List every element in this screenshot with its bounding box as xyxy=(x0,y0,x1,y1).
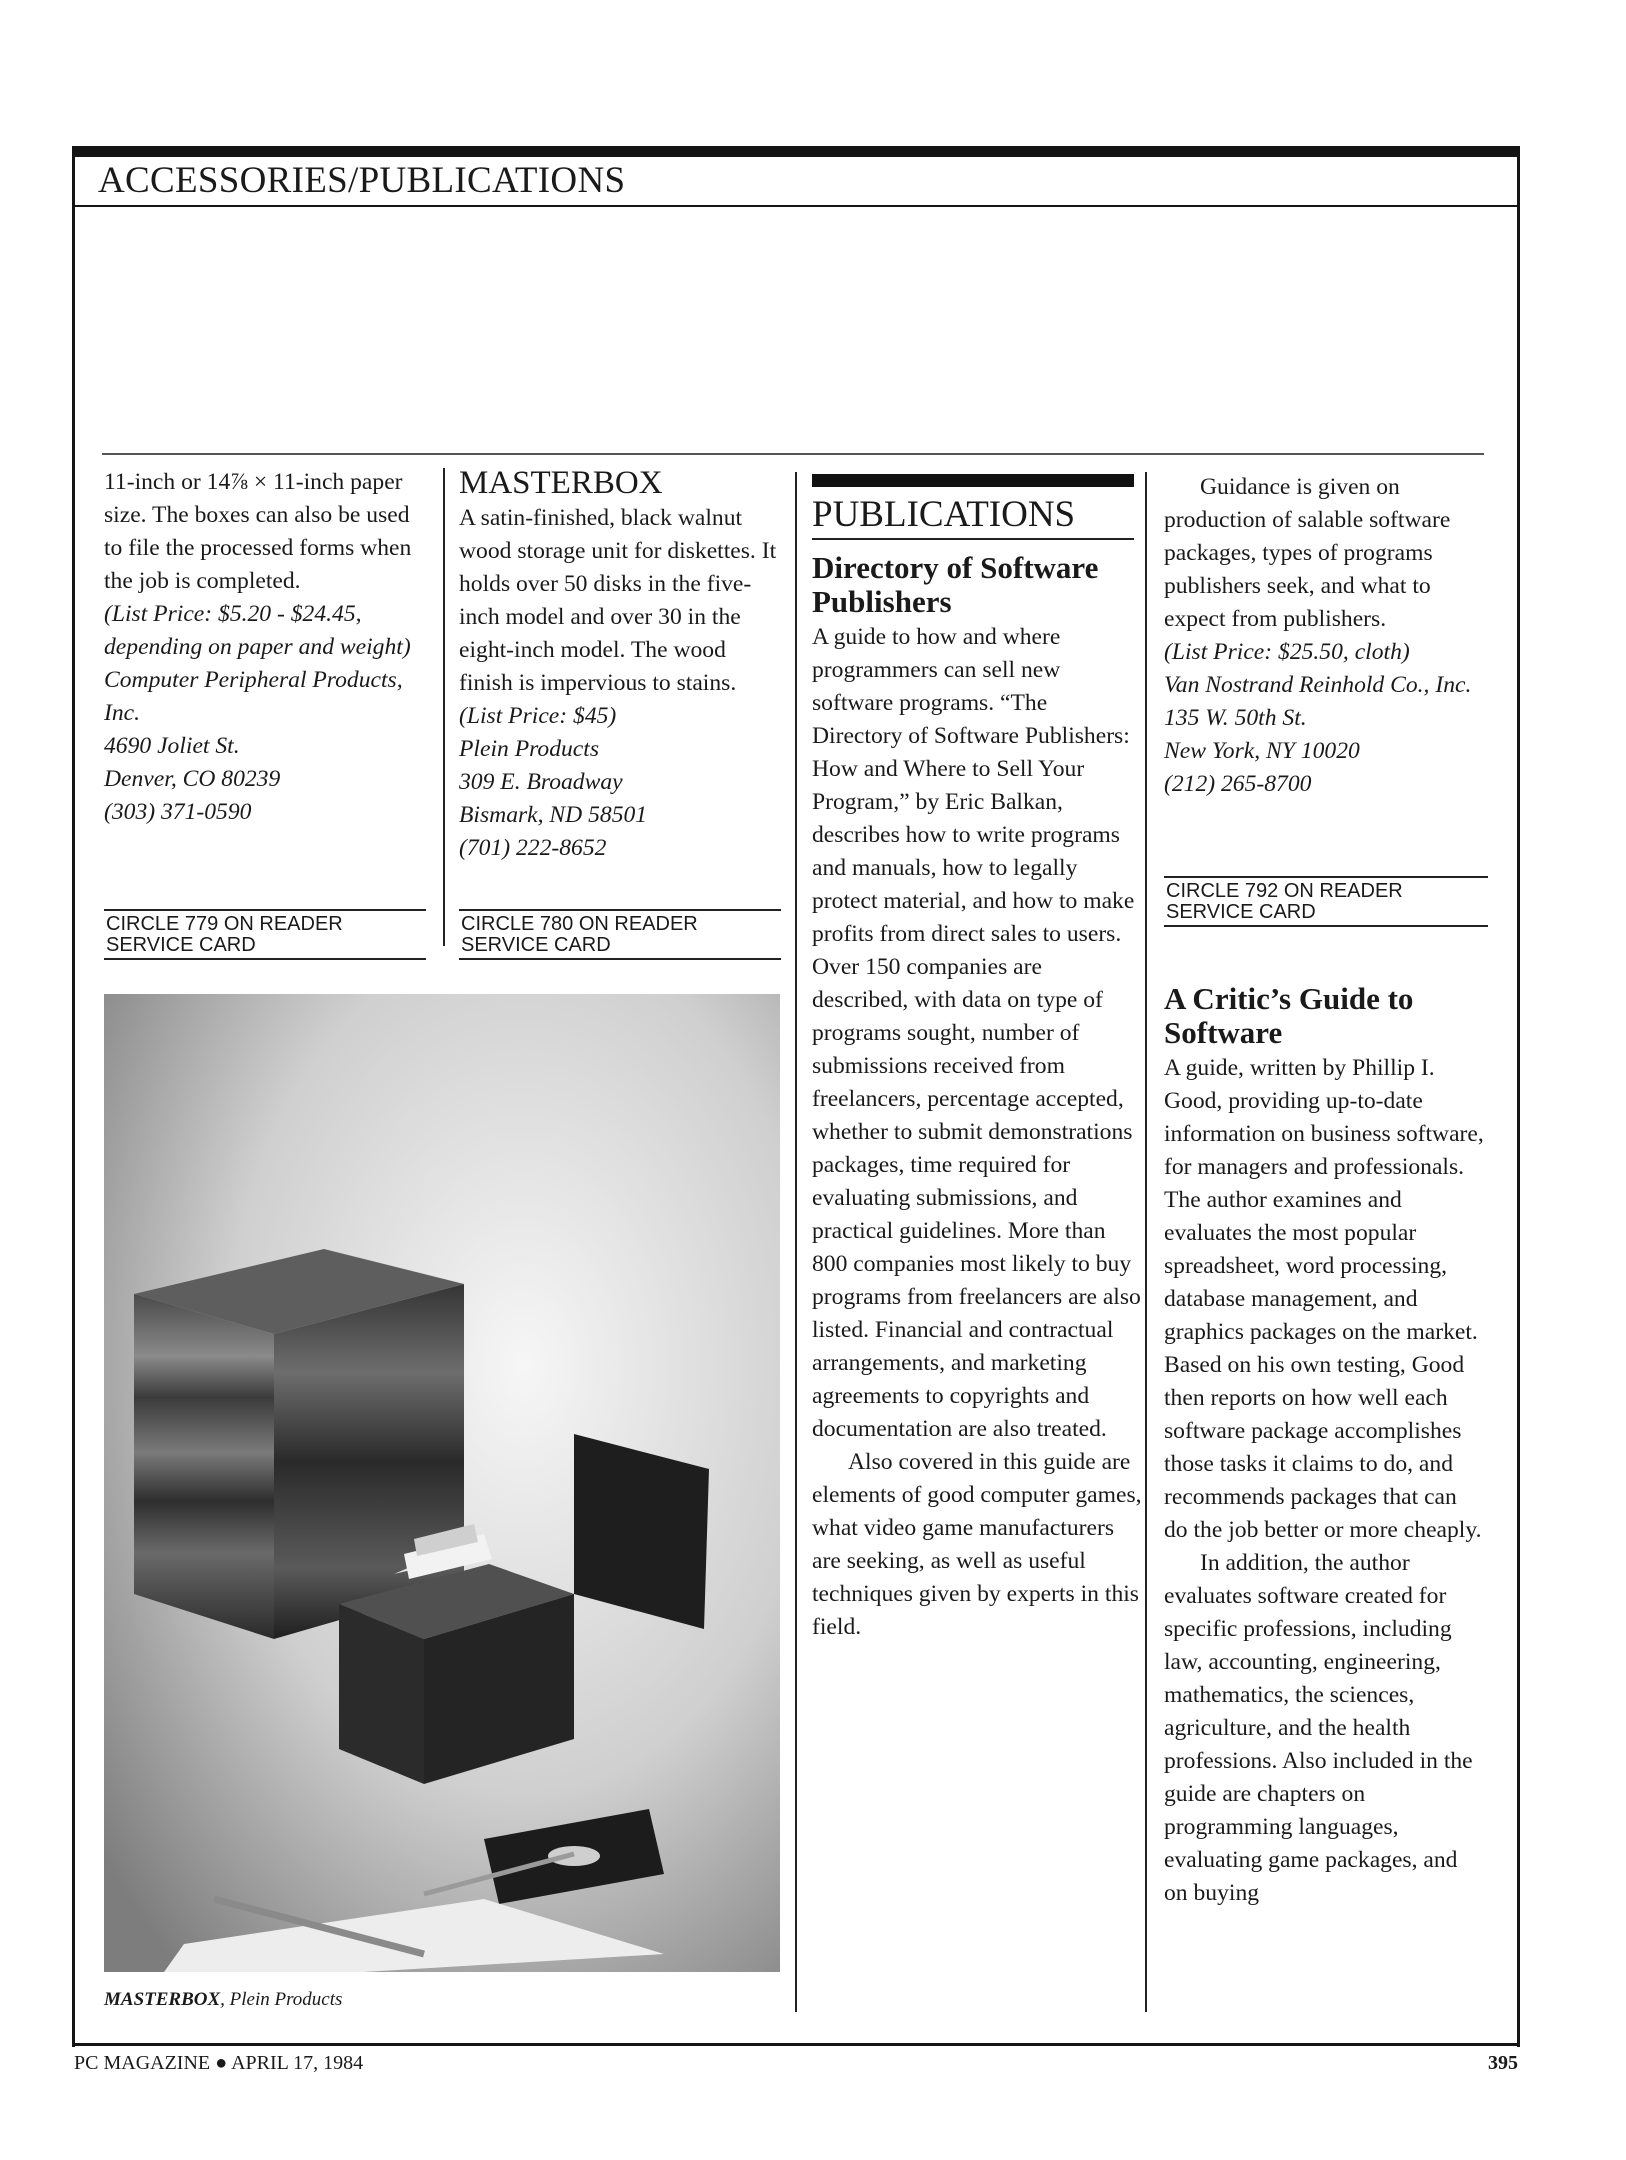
col2-street: 309 E. Broadway xyxy=(459,769,623,795)
circle-line-2: SERVICE CARD xyxy=(106,934,256,956)
column-1 xyxy=(104,466,424,829)
publications-bar xyxy=(812,474,1134,487)
col1-price: (List Price: $5.20 - $24.45, depending on paper and weight) xyxy=(104,601,411,660)
column-divider xyxy=(443,468,445,946)
col2-price: (List Price: $45) xyxy=(459,703,617,729)
col3-paragraph-2: Also covered in this guide are elements of good computer games, what video game manufacturers are seeking, as well as useful techniques given by experts in this field. xyxy=(812,1449,1142,1640)
masterbox-photo-illustration xyxy=(104,994,780,1972)
caption-product: MASTERBOX xyxy=(104,1989,221,2010)
col2-city: Bismark, ND 58501 xyxy=(459,802,648,828)
col1-street: 4690 Joliet St. xyxy=(104,733,240,759)
col1-phone: (303) 371-0590 xyxy=(104,799,252,825)
col2-body: A satin-finished, black walnut wood storage unit for diskettes. It holds over 50 disks in the five-inch model and over 30 in the eight-inch model. The wood finish is impervious to stains. xyxy=(459,505,777,696)
col4-paragraph-1: Guidance is given on production of salable software packages, types of programs publishers seek, and what to expect from publishers. xyxy=(1164,474,1451,632)
circle-line-2: SERVICE CARD xyxy=(461,934,611,956)
masterbox-title: MASTERBOX xyxy=(459,465,663,501)
top-rule xyxy=(72,146,1520,157)
col4-city: New York, NY 10020 xyxy=(1164,738,1360,764)
col2-phone: (701) 222-8652 xyxy=(459,835,607,861)
article-title-critics-guide: A Critic’s Guide to Software xyxy=(1164,981,1414,1050)
col4-price: (List Price: $25.50, cloth) xyxy=(1164,639,1410,665)
col4-phone: (212) 265-8700 xyxy=(1164,771,1312,797)
masterbox-photo xyxy=(104,994,780,1972)
photo-caption xyxy=(104,1989,342,2011)
col4-reader-service xyxy=(1164,876,1488,927)
frame-left-border xyxy=(72,157,75,2047)
col4-paragraph-2: A guide, written by Phillip I. Good, providing up-to-date information on business software, for managers and professionals. The author examines and evaluates the most popular spreadsheet, word processing, database management, and graphics packages on the market. Based on his own testing, Good then reports on how well each software package accomplishes those tasks it claims to do, and recommends packages that can do the job better or more cheaply. xyxy=(1164,1055,1484,1543)
column-4 xyxy=(1164,471,1486,801)
col4-company: Van Nostrand Reinhold Co., Inc. xyxy=(1164,672,1472,698)
circle-line-1: CIRCLE 792 ON READER xyxy=(1166,880,1403,902)
footer-publication: PC MAGAZINE ● APRIL 17, 1984 xyxy=(74,2052,364,2074)
column-divider xyxy=(1145,472,1147,2012)
circle-line-1: CIRCLE 779 ON READER xyxy=(106,913,343,935)
header-rule xyxy=(72,205,1520,207)
col2-reader-service xyxy=(459,909,781,960)
page-number: 395 xyxy=(1488,2052,1518,2074)
circle-line-1: CIRCLE 780 ON READER xyxy=(461,913,698,935)
bottom-rule xyxy=(72,2043,1520,2046)
section-header: ACCESSORIES/PUBLICATIONS xyxy=(98,160,626,201)
column-3 xyxy=(812,551,1142,1644)
publications-heading: PUBLICATIONS xyxy=(812,492,1134,540)
col4-paragraph-3: In addition, the author evaluates software created for specific professions, including law, accounting, engineering, mathematics, the sciences, agriculture, and the health professions. Also included in the guide are chapters on programming languages, evaluating game packages, and on buying xyxy=(1164,1550,1473,1906)
col1-city: Denver, CO 80239 xyxy=(104,766,281,792)
column-2 xyxy=(459,466,779,865)
col1-reader-service xyxy=(104,909,426,960)
col3-paragraph-1: A guide to how and where programmers can sell new software programs. “The Directory of Software Publishers: How and Where to Sell Your Program,” by Eric Balkan, describes how to write programs and manuals, how to legally protect material, and how to make profits from direct sales to users. Over 150 companies are described, with data on type of programs sought, number of submissions received from freelancers, percentage accepted, whether to submit demonstrations packages, time required for evaluating submissions, and practical guidelines. More than 800 companies most likely to buy programs from freelancers are also listed. Financial and contractual arrangements, and marketing agreements to copyrights and documentation are also treated. xyxy=(812,624,1141,1442)
caption-company: , Plein Products xyxy=(220,1989,343,2010)
column-4-lower xyxy=(1164,982,1486,1910)
column-divider xyxy=(795,472,797,2012)
circle-line-2: SERVICE CARD xyxy=(1166,901,1316,923)
col4-street: 135 W. 50th St. xyxy=(1164,705,1307,731)
col1-body: 11-inch or 14⅞ × 11-inch paper size. The boxes can also be used to file the processed forms when the job is completed. xyxy=(104,469,412,594)
col2-company: Plein Products xyxy=(459,736,600,762)
content-rule xyxy=(102,453,1484,455)
article-title-directory: Directory of Software Publishers xyxy=(812,550,1099,619)
col1-company: Computer Peripheral Products, Inc. xyxy=(104,667,403,726)
frame-right-border xyxy=(1517,157,1520,2047)
